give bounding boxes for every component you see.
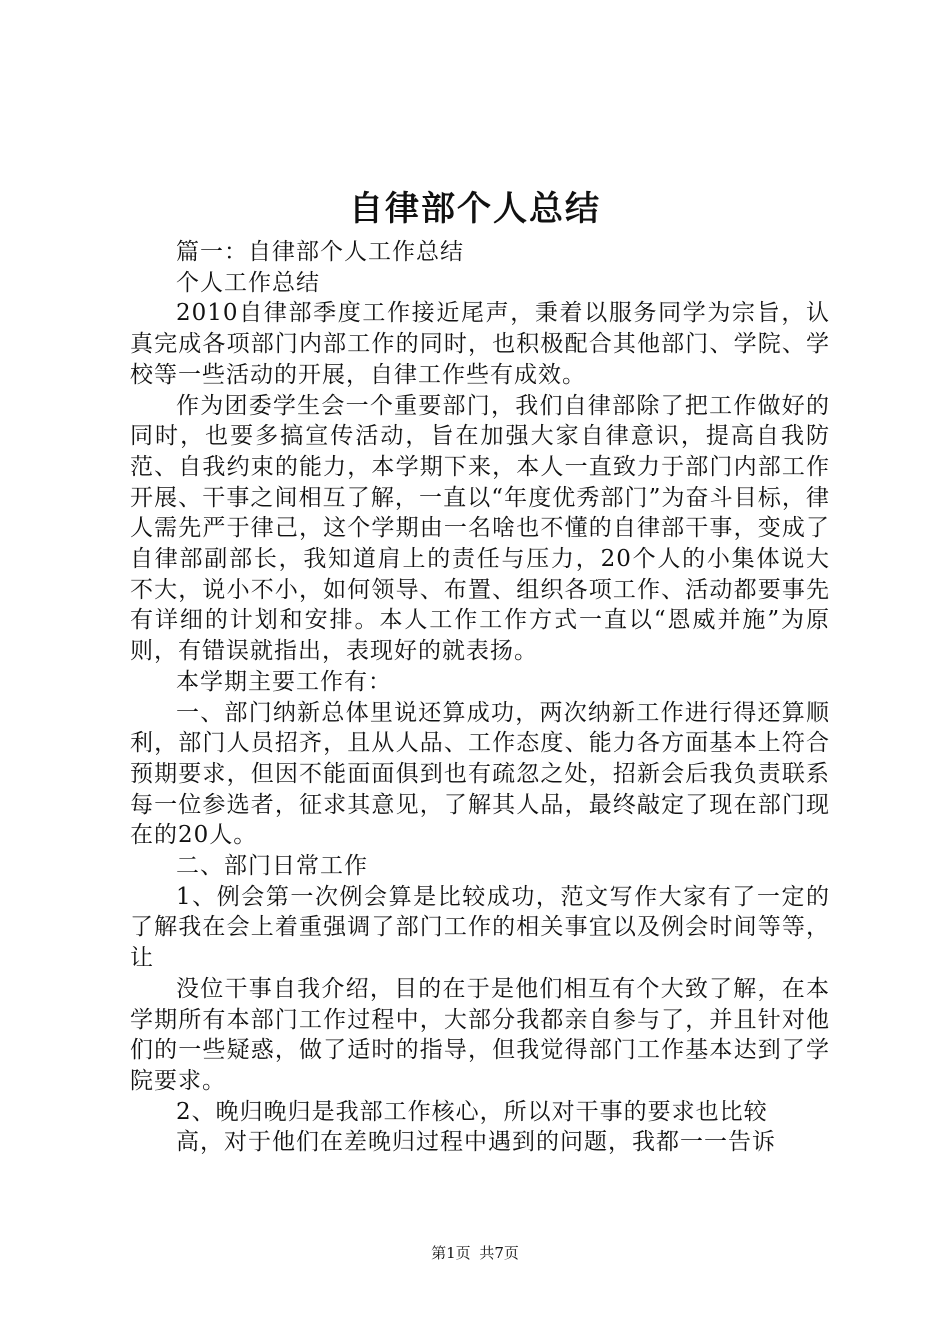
paragraph: 高，对于他们在差晚归过程中遇到的问题，我都一一告诉 — [176, 1129, 776, 1156]
paragraph: 二、部门日常工作 — [176, 853, 368, 880]
paragraph: 个人工作总结 — [176, 269, 320, 296]
paragraph: 一、部门纳新总体里说还算成功，两次纳新工作进行得还算顺利，部门人员招齐，且从人品、工作态度、能力各方面基本上符合预期要求，但因不能面面俱到也有疏忽之处，招新会后我负责联系每一位参选者，征求其意见，了解其人品，最终敲定了现在部门现在的20人。 — [130, 699, 830, 849]
document-title: 自律部个人总结 — [349, 189, 601, 229]
paragraph: 没位干事自我介绍，目的在于是他们相互有个大致了解，在本学期所有本部门工作过程中，大部分我都亲自参与了，并且针对他们的一些疑惑，做了适时的指导，但我觉得部门工作基本达到了学院要求。 — [130, 975, 830, 1094]
paragraph: 2010自律部季度工作接近尾声，秉着以服务同学为宗旨，认真完成各项部门内部工作的同时，也积极配合其他部门、学院、学校等一些活动的开展，自律工作些有成效。 — [130, 300, 830, 388]
paragraph: 1、例会第一次例会算是比较成功，范文写作大家有了一定的了解我在会上着重强调了部门工作的相关事宜以及例会时间等等，让 — [130, 883, 830, 972]
paragraph: 2、晚归晚归是我部工作核心，所以对干事的要求也比较 — [176, 1098, 768, 1125]
paragraph: 本学期主要工作有： — [176, 668, 392, 695]
document-body — [130, 237, 830, 1158]
paragraph: 作为团委学生会一个重要部门，我们自律部除了把工作做好的同时，也要多搞宣传活动，旨在加强大家自律意识，提高自我防范、自我约束的能力，本学期下来，本人一直致力于部门内部工作开展、干事之间相互了解，一直以“年度优秀部门”为奋斗目标，律人需先严于律己，这个学期由一名啥也不懂的自律部干事，变成了自律部副部长，我知道肩上的责任与压力，20个人的小集体说大不大，说小不小，如何领导、布置、组织各项工作、活动都要事先有详细的计划和安排。本人工作工作方式一直以“恩威并施”为原则，有错误就指出，表现好的就表扬。 — [130, 392, 830, 665]
paragraph: 篇一：自律部个人工作总结 — [176, 239, 464, 265]
page-footer: 第1页 共7页 — [431, 1244, 519, 1262]
